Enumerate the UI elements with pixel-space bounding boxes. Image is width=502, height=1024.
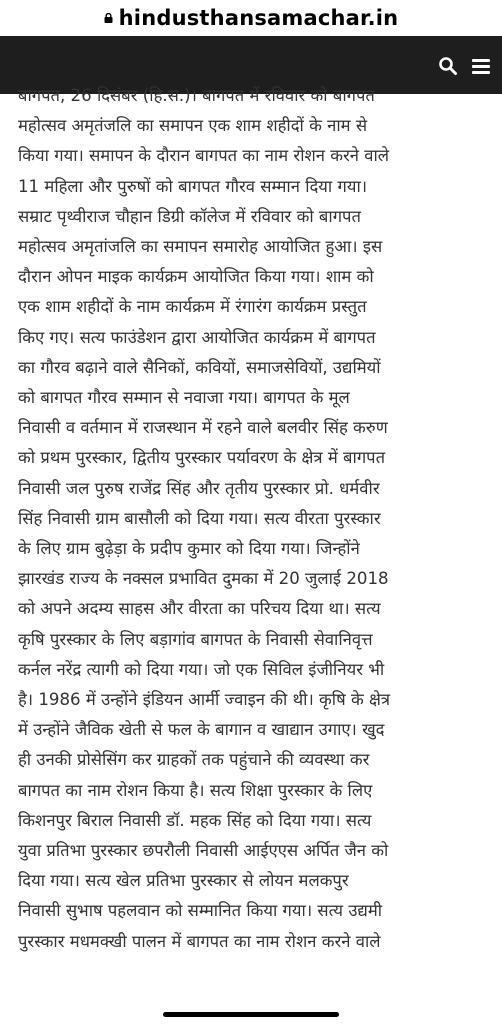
article-line: एक शाम शहीदों के नाम कार्यक्रम में रंगारंग कार्यक्रम प्रस्तुत [18,297,367,317]
home-indicator[interactable] [163,1012,339,1017]
browser-url-bar[interactable] [0,0,502,36]
article-line: सिंह निवासी ग्राम बासौली को दिया गया। सत्य वीरता पुरस्कार [18,508,381,528]
article-line: पुरस्कार मधमक्खी पालन में बागपत का नाम रोशन करने वाले [18,931,381,951]
article-line: बागपत, 26 दिसंबर (हि.स.)। बागपत में रविवार को बागपत [18,86,375,105]
article-line: किया गया। समापन के दौरान बागपत का नाम रोशन करने वाले [18,146,390,166]
article-line: को बागपत गौरव सम्मान से नवाजा गया। बागपत के मूल [18,388,350,408]
article-line: दिया गया। सत्य खेल प्रतिभा पुरस्कार से लोयन मलकपुर [18,871,349,891]
url-text: hindusthansamachar.in [118,6,399,30]
article-line: में उन्होंने जैविक खेती से फल के बागान व खाद्यान उगाए। खुद [18,720,385,740]
article-line: झारखंड राज्य के नक्सल प्रभावित दुमका में 20 जुलाई 2018 [18,569,389,589]
article-line: किए गए। सत्य फाउंडेशन द्वारा आयोजित कार्यक्रम में बागपत [18,327,376,347]
article-line: युवा प्रतिभा पुरस्कार छपरौली निवासी आईएएस अर्पित जैन को [18,841,389,861]
lock-icon [104,13,113,23]
article-line: निवासी सुभाष पहलवान को सम्मानित किया गया। सत्य उद्यमी [18,901,383,921]
article-line: सम्राट पृथ्वीराज चौहान डिग्री कॉलेज में रविवार को बागपत [18,206,361,226]
article-line: है। 1986 में उन्होंने इंडियन आर्मी ज्वाइन की थी। कृषि के क्षेत्र [18,690,391,710]
article-line: ही उनकी प्रोसेसिंग कर ग्राहकों तक पहुंचाने की व्यवस्था कर [18,750,370,770]
article-line: महोत्सव अमृतांजलि का समापन समारोह आयोजित हुआ। इस [18,237,383,257]
article-line: किशनपुर बिराल निवासी डॉ. महक सिंह को दिया गया। सत्य [18,810,372,830]
search-icon[interactable] [438,56,458,76]
menu-icon[interactable] [472,57,490,75]
article-line: को प्रथम पुरस्कार, द्वितीय पुरस्कार पर्यावरण के क्षेत्र में बागपत [18,448,386,468]
article-body [18,86,486,957]
article-line: कर्नल नरेंद्र त्यागी को दिया गया। जो एक सिविल इंजीनियर भी [18,659,385,679]
article-line: को अपने अदम्य साहस और वीरता का परिचय दिया था। सत्य [18,599,381,619]
article-line: के लिए ग्राम बुढ़ेड़ा के प्रदीप कुमार को दिया गया। जिन्होंने [18,539,360,559]
article-line: का गौरव बढ़ाने वाले सैनिकों, कवियों, समाजसेवियों, उद्यमियों [18,357,381,377]
article-line: निवासी जल पुरुष राजेंद्र सिंह और तृतीय पुरस्कार प्रो. धर्मवीर [18,478,380,498]
article-line: महोत्सव अमृतंजलि का समापन एक शाम शहीदों के नाम से [18,116,368,136]
article-line: दौरान ओपन माइक कार्यक्रम आयोजित किया गया। शाम को [18,267,374,287]
article-line: बागपत का नाम रोशन किया है। सत्य शिक्षा पुरस्कार के लिए [18,780,373,800]
article-line: कृषि पुरस्कार के लिए बड़ागांव बागपत के निवासी सेवानिवृत्त [18,629,373,649]
article-line: 11 महिला और पुरुषों को बागपत गौरव सम्मान दिया गया। [18,176,368,196]
article-line: निवासी व वर्तमान में राजस्थान में रहने वाले बलवीर सिंह करुण [18,418,388,438]
